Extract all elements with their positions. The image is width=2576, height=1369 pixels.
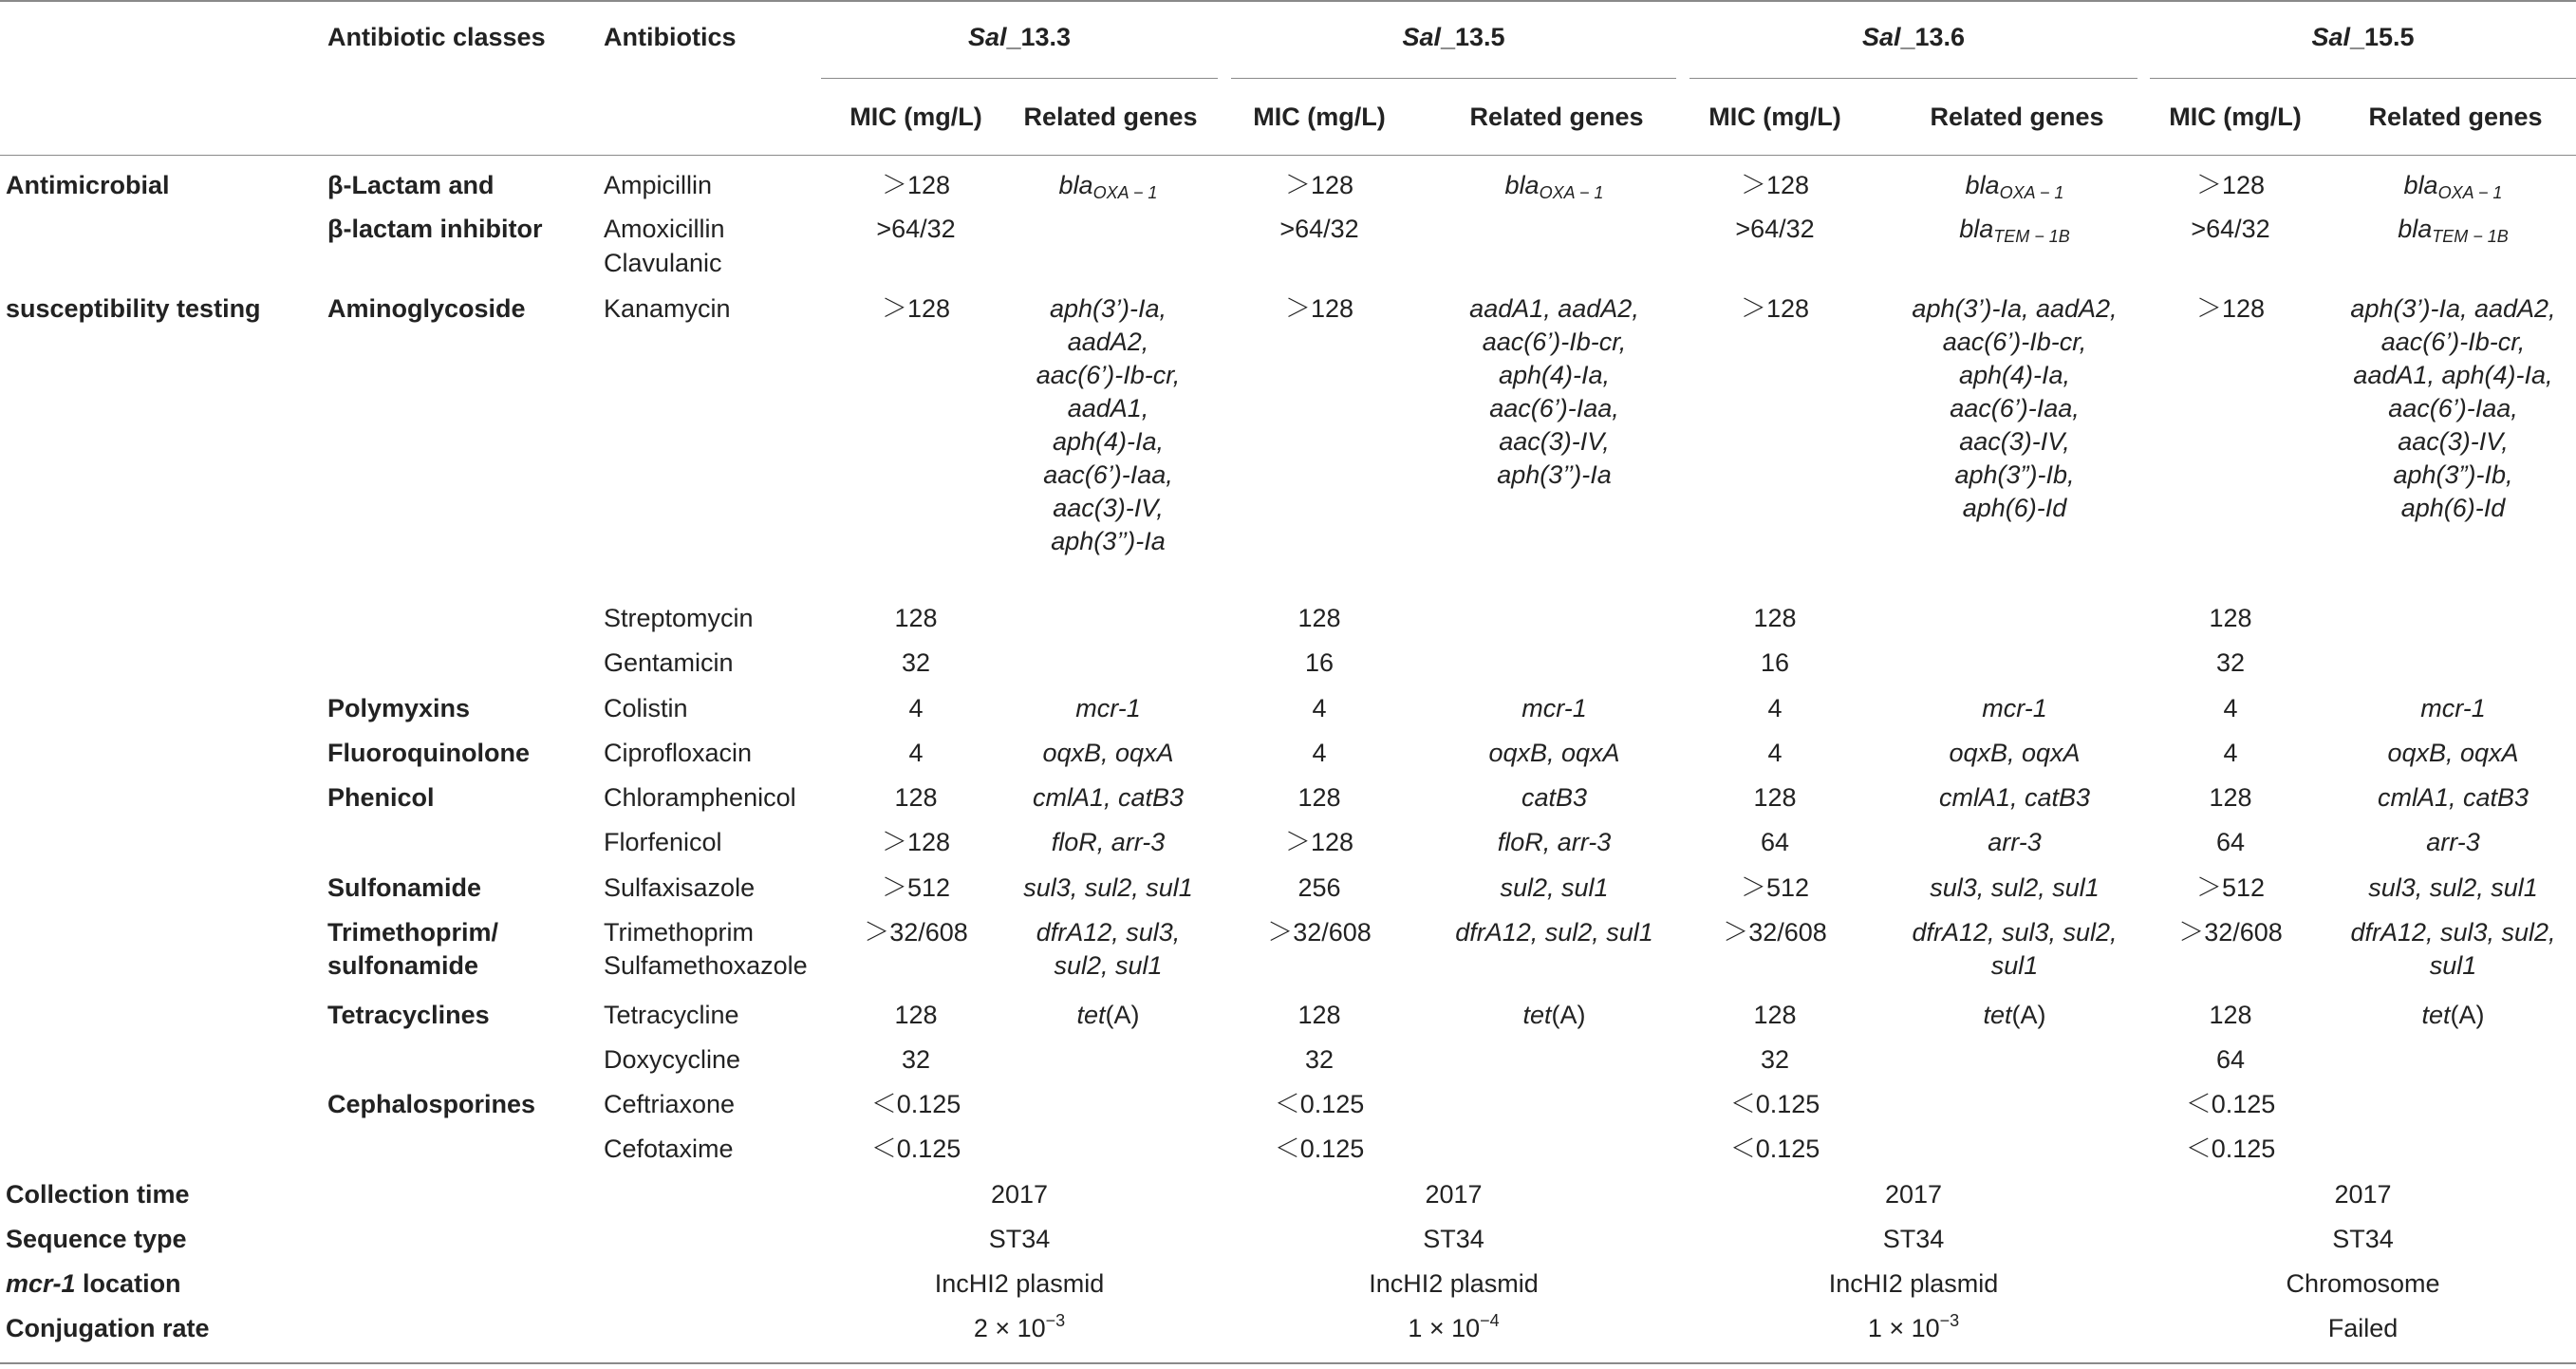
footer-sequence-value: ST34 [1882, 1225, 1945, 1253]
header-genes-2: Related genes [1469, 103, 1644, 131]
gene-suffix: (A) [2011, 1001, 2046, 1029]
gene-list: aph(6)-Id [2400, 494, 2506, 522]
mic-value: ＞32/608 [1267, 918, 1372, 947]
mic-value: 128 [1297, 1001, 1341, 1029]
class-tetracyclines: Tetracyclines [327, 1001, 490, 1029]
mic-value: 4 [908, 739, 924, 767]
gene-list: aph(4)-Ia, [1958, 361, 2071, 389]
header-mic-2: MIC (mg/L) [1253, 103, 1386, 131]
gene-list: dfrA12, sul3, sul2, [1912, 918, 2118, 947]
mic-value: 32 [2215, 648, 2246, 677]
mic-value: 128 [2209, 604, 2252, 632]
header-mic-4: MIC (mg/L) [2169, 103, 2302, 131]
gene-list: aadA1, aadA2, [1469, 294, 1639, 323]
header-antibiotic-classes: Antibiotic classes [327, 23, 546, 51]
mic-value: ＞128 [2195, 294, 2266, 323]
mic-value: ＞128 [1740, 171, 1810, 199]
strain-rule-4 [2150, 78, 2576, 79]
gene-suffix: (A) [1105, 1001, 1140, 1029]
mic-value: ＞128 [881, 294, 951, 323]
mic-value: 128 [894, 604, 938, 632]
gene-list: aph(6)-Id [1962, 494, 2067, 522]
table-top-rule [0, 0, 2576, 2]
gene-list: aac(6’)-Ib-cr, [1482, 328, 1627, 356]
gene-list: tet(A) [1076, 1001, 1140, 1029]
strain-suffix: _13.5 [1440, 23, 1505, 51]
footer-location-label [6, 1267, 181, 1300]
gene-list: sul3, sul2, sul1 [1023, 873, 1193, 902]
class-sulfonamide: Sulfonamide [327, 873, 482, 902]
header-mic-1: MIC (mg/L) [849, 103, 982, 131]
footer-conjugation-value: $1 \times 10^{-3}$ [1867, 1311, 1960, 1342]
amoxicillin-gene: bla$_{TEM - 1B}$ [1959, 215, 2070, 246]
gene-list: aph(3”)-Ib, [2393, 460, 2513, 489]
gene-list: oqxB, oqxA [1488, 739, 1620, 767]
gene-list: floR, arr-3 [1497, 828, 1612, 856]
mic-value: >64/32 [1279, 215, 1359, 243]
location-label-rest: location [75, 1269, 181, 1298]
strain-prefix: Sal [2311, 23, 2350, 51]
drug-sulfamethoxazole: Sulfamethoxazole [604, 951, 808, 980]
strain-prefix: Sal [967, 23, 1007, 51]
header-bottom-rule [0, 155, 2576, 156]
gene-list: aac(3)-IV, [1499, 427, 1610, 456]
drug-ciprofloxacin: Ciprofloxacin [604, 739, 753, 767]
gene-list: catB3 [1521, 783, 1588, 812]
mic-value: ＞128 [881, 171, 951, 199]
gene-list: aph(3”)-Ib, [1954, 460, 2075, 489]
mic-value: ＞32/608 [2178, 918, 2283, 947]
mic-value: ＞128 [1284, 828, 1354, 856]
mic-value: 128 [894, 1001, 938, 1029]
strain-suffix: _15.5 [2349, 23, 2415, 51]
header-mic-3: MIC (mg/L) [1708, 103, 1841, 131]
gene-list: tet(A) [2421, 1001, 2485, 1029]
footer-sequence-value: ST34 [2332, 1225, 2394, 1253]
mic-value: 64 [1760, 828, 1790, 856]
gene-list: cmlA1, catB3 [1938, 783, 2091, 812]
gene-list: aadA1, [1067, 394, 1149, 422]
mic-value: ＜0.125 [1729, 1090, 1820, 1118]
header-strain-13-3 [821, 21, 1218, 53]
mic-value: >64/32 [1735, 215, 1815, 243]
mic-value: ＞128 [1284, 294, 1354, 323]
gene-suffix: (A) [2450, 1001, 2485, 1029]
mic-value: 128 [1297, 604, 1341, 632]
gene-suffix: (A) [1551, 1001, 1586, 1029]
ampicillin-gene: bla$_{OXA - 1}$ [1058, 171, 1158, 202]
strain-suffix: _13.6 [1900, 23, 1966, 51]
gene-list: arr-3 [2426, 828, 2480, 856]
mic-value: ＜0.125 [1274, 1135, 1365, 1163]
mic-value: ＜0.125 [2185, 1135, 2276, 1163]
drug-tetracycline: Tetracycline [604, 1001, 739, 1029]
gene-list: aac(6’)-Ib-cr, [1036, 361, 1181, 389]
mic-value: 32 [901, 648, 931, 677]
gene-list: oqxB, oqxA [1949, 739, 2081, 767]
footer-collection-label: Collection time [6, 1180, 190, 1209]
ampicillin-gene: bla$_{OXA - 1}$ [2403, 171, 2503, 202]
gene-list: aac(6’)-Iaa, [1043, 460, 1173, 489]
gene-list: cmlA1, catB3 [1032, 783, 1185, 812]
mic-value: ＞512 [1740, 873, 1810, 902]
footer-collection-value: 2017 [2334, 1180, 2392, 1209]
section-label-line-2: susceptibility testing [6, 294, 261, 323]
mic-value: 64 [2215, 1045, 2246, 1074]
gene-list: oqxB, oqxA [2387, 739, 2519, 767]
footer-sequence-label: Sequence type [6, 1225, 187, 1253]
mic-value: ＞128 [2195, 171, 2266, 199]
class-trimethoprim-1: Trimethoprim/ [327, 918, 499, 947]
mic-value: 4 [1312, 739, 1327, 767]
mic-value: ＜0.125 [870, 1090, 961, 1118]
gene-list: aadA1, aph(4)-Ia, [2353, 361, 2553, 389]
gene-list: sul3, sul2, sul1 [2368, 873, 2538, 902]
class-trimethoprim-2: sulfonamide [327, 951, 479, 980]
mic-value: 4 [2223, 694, 2238, 722]
header-genes-3: Related genes [1930, 103, 2104, 131]
gene-list: aac(6’)-Ib-cr, [2380, 328, 2526, 356]
gene-list: dfrA12, sul2, sul1 [1455, 918, 1653, 947]
class-phenicol: Phenicol [327, 783, 435, 812]
gene-list: aac(6’)-Iaa, [2388, 394, 2518, 422]
gene-list: sul1 [2429, 951, 2477, 980]
gene-list: mcr-1 [1075, 694, 1141, 722]
mic-value: 64 [2215, 828, 2246, 856]
header-genes-1: Related genes [1023, 103, 1198, 131]
drug-ceftriaxone: Ceftriaxone [604, 1090, 736, 1118]
mic-value: 256 [1297, 873, 1341, 902]
drug-doxycycline: Doxycycline [604, 1045, 741, 1074]
mic-value: 4 [1767, 739, 1783, 767]
gene-list: aph(4)-Ia, [1052, 427, 1165, 456]
gene-list: aac(6’)-Ib-cr, [1942, 328, 2087, 356]
gene-list: sul2, sul1 [1500, 873, 1609, 902]
strain-suffix: _13.3 [1006, 23, 1072, 51]
class-betalactam-1: β-Lactam and [327, 171, 495, 199]
strain-prefix: Sal [1402, 23, 1441, 51]
section-label-line-1: Antimicrobial [6, 171, 170, 199]
footer-sequence-value: ST34 [988, 1225, 1051, 1253]
footer-location-value: IncHI2 plasmid [1369, 1269, 1539, 1298]
gene-list: aph(3’’)-Ia [1497, 460, 1612, 489]
drug-streptomycin: Streptomycin [604, 604, 754, 632]
mic-value: ＞512 [881, 873, 951, 902]
gene-list: dfrA12, sul3, sul2, [2350, 918, 2556, 947]
footer-location-value: IncHI2 plasmid [1828, 1269, 1999, 1298]
gene-list: aac(6’)-Iaa, [1950, 394, 2080, 422]
mic-value: 4 [1312, 694, 1327, 722]
mic-value: ＜0.125 [2185, 1090, 2276, 1118]
gene-list: floR, arr-3 [1051, 828, 1166, 856]
strain-rule-1 [821, 78, 1218, 79]
drug-ampicillin: Ampicillin [604, 171, 713, 199]
header-antibiotics: Antibiotics [604, 23, 737, 51]
ampicillin-gene: bla$_{OXA - 1}$ [1504, 171, 1604, 202]
footer-conjugation-value: $1 \times 10^{-4}$ [1408, 1311, 1500, 1342]
mic-value: 128 [2209, 1001, 2252, 1029]
mic-value: 128 [2209, 783, 2252, 812]
mic-value: 32 [901, 1045, 931, 1074]
footer-location-value: Chromosome [2286, 1269, 2440, 1298]
drug-clavulanic: Clavulanic [604, 249, 722, 277]
footer-conjugation-label: Conjugation rate [6, 1314, 210, 1342]
mic-value: 4 [1767, 694, 1783, 722]
mic-value: 128 [1297, 783, 1341, 812]
strain-rule-3 [1689, 78, 2137, 79]
gene-list: mcr-1 [1521, 694, 1587, 722]
amoxicillin-gene: bla$_{TEM - 1B}$ [2398, 215, 2509, 246]
ampicillin-gene: bla$_{OXA - 1}$ [1965, 171, 2064, 202]
class-fluoroquinolone: Fluoroquinolone [327, 739, 530, 767]
gene-list: aph(3’)-Ia, [1049, 294, 1167, 323]
drug-chloramphenicol: Chloramphenicol [604, 783, 796, 812]
mic-value: ＜0.125 [1729, 1135, 1820, 1163]
footer-location-value: IncHI2 plasmid [934, 1269, 1105, 1298]
mic-value: >64/32 [2191, 215, 2270, 243]
table-bottom-rule [0, 1362, 2576, 1364]
gene-list: sul2, sul1 [1054, 951, 1163, 980]
drug-kanamycin: Kanamycin [604, 294, 731, 323]
drug-colistin: Colistin [604, 694, 688, 722]
gene-list: aph(4)-Ia, [1498, 361, 1611, 389]
gene-list: aph(3’’)-Ia [1051, 527, 1166, 555]
footer-conjugation-value: Failed [2327, 1314, 2399, 1342]
gene-list: mcr-1 [1982, 694, 2047, 722]
mic-value: ＜0.125 [1274, 1090, 1365, 1118]
mic-value: ＞128 [881, 828, 951, 856]
mic-value: ＞128 [1284, 171, 1354, 199]
mic-value: 16 [1760, 648, 1790, 677]
footer-collection-value: 2017 [1425, 1180, 1483, 1209]
header-genes-4: Related genes [2368, 103, 2543, 131]
strain-rule-2 [1231, 78, 1676, 79]
drug-amoxicillin: Amoxicillin [604, 215, 725, 243]
footer-collection-value: 2017 [990, 1180, 1049, 1209]
gene-list: sul1 [1990, 951, 2039, 980]
mic-value: 4 [908, 694, 924, 722]
class-betalactam-2: β-lactam inhibitor [327, 215, 543, 243]
strain-prefix: Sal [1861, 23, 1901, 51]
class-polymyxins: Polymyxins [327, 694, 471, 722]
mic-value: 4 [2223, 739, 2238, 767]
gene-list: tet(A) [1522, 1001, 1586, 1029]
footer-sequence-value: ST34 [1423, 1225, 1484, 1253]
mic-value: 32 [1304, 1045, 1335, 1074]
gene-list: aac(6’)-Iaa, [1489, 394, 1619, 422]
mic-value: ＞128 [1740, 294, 1810, 323]
location-label-gene: mcr-1 [6, 1269, 76, 1298]
mic-value: ＜0.125 [870, 1135, 961, 1163]
header-strain-13-6 [1689, 21, 2137, 53]
mic-value: 128 [1753, 604, 1797, 632]
mic-value: >64/32 [876, 215, 956, 243]
mic-value: 128 [1753, 1001, 1797, 1029]
footer-collection-value: 2017 [1884, 1180, 1943, 1209]
gene-list: aph(3’)-Ia, aadA2, [1912, 294, 2118, 323]
class-cephalosporines: Cephalosporines [327, 1090, 536, 1118]
class-aminoglycoside: Aminoglycoside [327, 294, 526, 323]
drug-gentamicin: Gentamicin [604, 648, 734, 677]
drug-trimethoprim: Trimethoprim [604, 918, 755, 947]
gene-list: tet(A) [1983, 1001, 2046, 1029]
gene-list: aac(3)-IV, [1053, 494, 1164, 522]
drug-florfenicol: Florfenicol [604, 828, 722, 856]
mic-value: 32 [1760, 1045, 1790, 1074]
gene-list: aadA2, [1067, 328, 1149, 356]
mic-value: 128 [894, 783, 938, 812]
gene-list: aac(3)-IV, [2398, 427, 2509, 456]
mic-value: ＞32/608 [1723, 918, 1827, 947]
mic-value: ＞512 [2195, 873, 2266, 902]
gene-list: dfrA12, sul3, [1036, 918, 1181, 947]
footer-conjugation-value: $2 \times 10^{-3}$ [973, 1311, 1066, 1342]
gene-list: sul3, sul2, sul1 [1930, 873, 2100, 902]
drug-sulfaxisazole: Sulfaxisazole [604, 873, 756, 902]
mic-value: 16 [1304, 648, 1335, 677]
gene-list: oqxB, oqxA [1042, 739, 1174, 767]
gene-list: aac(3)-IV, [1959, 427, 2070, 456]
gene-list: mcr-1 [2420, 694, 2486, 722]
header-strain-15-5 [2150, 21, 2576, 53]
mic-value: ＞32/608 [864, 918, 968, 947]
gene-list: arr-3 [1988, 828, 2042, 856]
header-strain-13-5 [1231, 21, 1676, 53]
gene-list: aph(3’)-Ia, aadA2, [2350, 294, 2556, 323]
mic-value: 128 [1753, 783, 1797, 812]
gene-list: cmlA1, catB3 [2377, 783, 2529, 812]
drug-cefotaxime: Cefotaxime [604, 1135, 734, 1163]
